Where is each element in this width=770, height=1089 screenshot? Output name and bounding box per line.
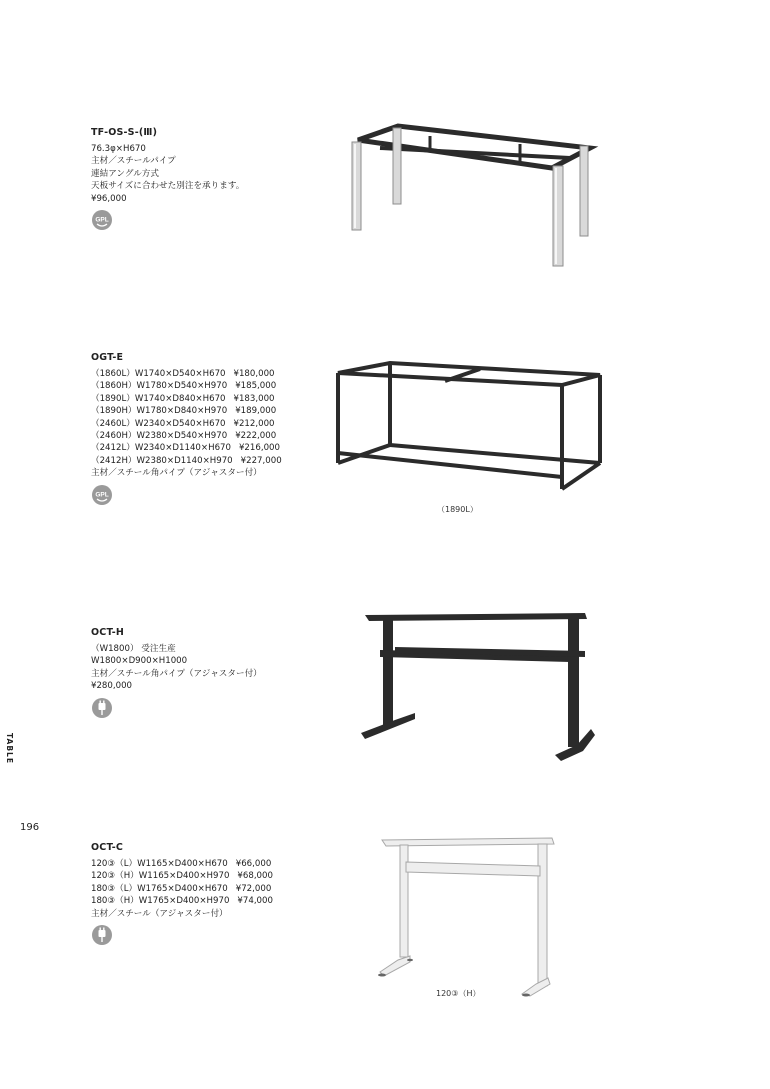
spec-line: 主材／スチールパイプ — [91, 156, 176, 167]
product-code: TF-OS-S-(Ⅲ) — [91, 127, 158, 138]
spec-row — [91, 430, 341, 442]
power-plug-icon — [91, 697, 113, 719]
spec-price: ¥227,000 — [240, 455, 282, 466]
image-caption: 120③（H） — [436, 989, 481, 998]
spec-model: （2460L）W2340×D540×H670 — [91, 418, 226, 429]
spec-model: （1860L）W1740×D540×H670 — [91, 369, 226, 379]
spec-model: 120③（L）W1165×D400×H670 — [91, 859, 228, 869]
spec-line: 連結アングル方式 — [91, 168, 159, 179]
spec-price: ¥68,000 — [237, 871, 273, 882]
spec-row — [91, 442, 341, 454]
product-image-ogt-e — [330, 355, 610, 495]
spec-line: （W1800） 受注生産 — [91, 644, 176, 654]
spec-row — [91, 368, 341, 380]
gpl-icon — [91, 209, 113, 231]
spec-row — [91, 895, 341, 907]
product-image-oct-c — [370, 832, 570, 1002]
spec-row — [91, 380, 341, 392]
spec-row — [91, 883, 341, 895]
spec-price: ¥216,000 — [238, 443, 280, 454]
spec-line: 76.3φ×H670 — [91, 144, 146, 154]
spec-row — [91, 455, 341, 467]
price: ¥96,000 — [91, 193, 127, 204]
product-oct-c — [91, 842, 341, 950]
spec-price: ¥212,000 — [233, 418, 275, 429]
spec-model: （1890L）W1740×D840×H670 — [91, 393, 226, 404]
spec-model: （1890H）W1780×D840×H970 — [91, 406, 228, 417]
gpl-icon — [91, 484, 113, 506]
page-number: 196 — [20, 822, 40, 833]
product-oct-h — [91, 627, 341, 723]
spec-price: ¥180,000 — [233, 369, 275, 379]
section-tab: TABLE — [5, 733, 14, 764]
price: ¥280,000 — [91, 681, 133, 692]
spec-model: 180③（H）W1765×D400×H970 — [91, 896, 230, 907]
product-code: OGT-E — [91, 352, 124, 363]
product-image-tf-os-s — [340, 118, 600, 273]
gpl-label: GPL — [95, 216, 109, 224]
product-tf-os-s — [91, 127, 341, 235]
spec-line: W1800×D900×H1000 — [91, 656, 188, 667]
material: 主材／スチール角パイプ（アジャスター付） — [91, 468, 262, 479]
spec-model: 120③（H）W1165×D400×H970 — [91, 871, 230, 882]
spec-price: ¥222,000 — [235, 431, 277, 442]
product-code: OCT-H — [91, 627, 125, 638]
product-ogt-e — [91, 352, 341, 510]
gpl-label: GPL — [95, 491, 109, 499]
spec-model: （2460H）W2380×D540×H970 — [91, 431, 228, 442]
power-plug-icon — [91, 924, 113, 946]
spec-price: ¥74,000 — [237, 896, 273, 907]
spec-row — [91, 870, 341, 882]
spec-row — [91, 405, 341, 417]
spec-row — [91, 858, 341, 870]
spec-model: 180③（L）W1765×D400×H670 — [91, 883, 228, 894]
spec-price: ¥66,000 — [235, 859, 272, 869]
spec-price: ¥185,000 — [235, 381, 277, 392]
product-code: OCT-C — [91, 842, 124, 853]
spec-price: ¥72,000 — [235, 883, 272, 894]
spec-model: （1860H）W1780×D540×H970 — [91, 381, 228, 392]
spec-model: （2412L）W2340×D1140×H670 — [91, 443, 231, 454]
material: 主材／スチール（アジャスター付） — [91, 908, 228, 919]
spec-line: 主材／スチール角パイプ（アジャスター付） — [91, 668, 262, 679]
product-image-oct-h — [355, 605, 600, 770]
spec-model: （2412H）W2380×D1140×H970 — [91, 455, 233, 466]
spec-row — [91, 418, 341, 430]
spec-row — [91, 393, 341, 405]
spec-price: ¥183,000 — [233, 393, 275, 404]
image-caption: （1890L） — [437, 505, 478, 514]
spec-line: 天板サイズに合わせた別注を承ります。 — [91, 181, 245, 192]
spec-price: ¥189,000 — [235, 406, 277, 417]
